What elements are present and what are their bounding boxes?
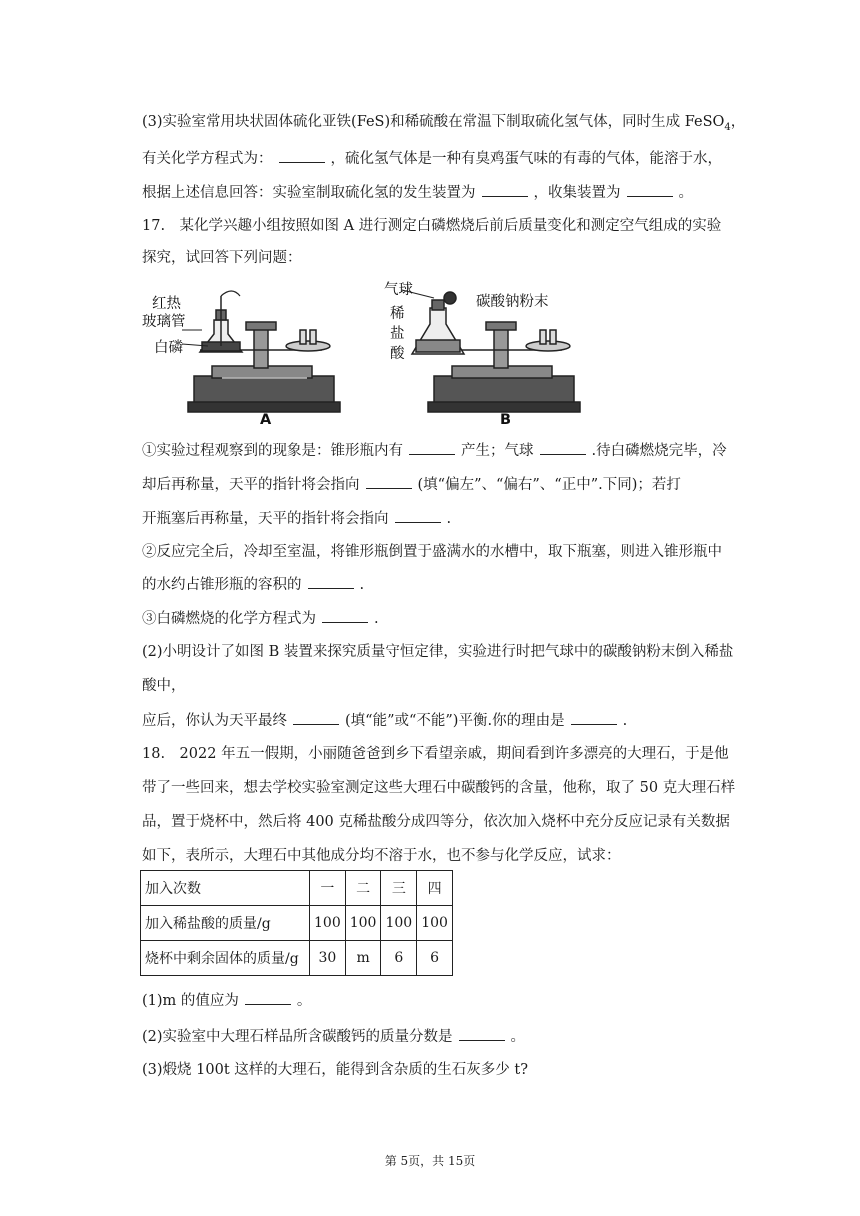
table-cell: 烧杯中剩余固体的质量/g bbox=[141, 941, 310, 976]
table-cell: 加入稀盐酸的质量/g bbox=[141, 906, 310, 941]
table-cell: 二 bbox=[345, 871, 381, 906]
q18-intro-line2: 带了一些回来，想去学校实验室测定这些大理石中碳酸钙的含量，他称，取了 50 克大理石样 bbox=[142, 780, 736, 796]
table-cell: 100 bbox=[345, 906, 381, 941]
answer-blank bbox=[395, 508, 441, 523]
q17-p2-line2: 酸中， bbox=[142, 678, 186, 694]
label-hot-tube-1: 红热 bbox=[152, 296, 181, 312]
table-cell: 6 bbox=[381, 941, 417, 976]
q17-intro-line1: 17. 某化学兴趣小组按照如图 A 进行测定白磷燃烧后前后质量变化和测定空气组成的实验 bbox=[142, 218, 722, 234]
answer-blank bbox=[409, 440, 455, 455]
text: ③白磷燃烧的化学方程式为 bbox=[142, 611, 316, 627]
text: . bbox=[446, 511, 452, 527]
apparatus-drawing bbox=[142, 278, 622, 438]
q18-sub1 bbox=[142, 990, 762, 1011]
q17-s1-line2 bbox=[142, 474, 762, 495]
q18-sub2 bbox=[142, 1026, 762, 1047]
table-cell: 三 bbox=[381, 871, 417, 906]
page-footer: 第 5页，共 15页 bbox=[384, 1154, 476, 1168]
text: 应后，你认为天平最终 bbox=[142, 713, 287, 729]
label-sodium-carbonate: 碳酸钠粉末 bbox=[476, 294, 549, 310]
answer-blank bbox=[293, 710, 339, 725]
q17-s3 bbox=[142, 608, 762, 629]
figure-a bbox=[182, 291, 340, 412]
table-row bbox=[141, 906, 453, 941]
answer-blank bbox=[571, 710, 617, 725]
q16-part3-line2 bbox=[142, 148, 762, 169]
text: (2)实验室中大理石样品所含碳酸钙的质量分数是 bbox=[142, 1029, 453, 1045]
table-header-row bbox=[141, 871, 453, 906]
text: 。 bbox=[296, 993, 312, 1009]
table-cell: 加入次数 bbox=[141, 871, 310, 906]
figure-b-caption: B bbox=[500, 412, 512, 428]
answer-blank bbox=[279, 148, 325, 163]
subscript: 4 bbox=[724, 121, 731, 133]
text: 产生；气球 bbox=[461, 443, 534, 459]
text: 的水约占锥形瓶的容积的 bbox=[142, 577, 302, 593]
answer-blank bbox=[627, 182, 673, 197]
text: . bbox=[374, 611, 379, 627]
label-hot-tube-2: 玻璃管 bbox=[142, 314, 186, 330]
table-cell: 100 bbox=[381, 906, 417, 941]
label-acid-2: 盐 bbox=[390, 326, 405, 342]
text: 。 bbox=[510, 1029, 526, 1045]
text: . bbox=[359, 577, 365, 593]
apparatus-figures bbox=[142, 278, 622, 438]
text: .待白磷燃烧完毕，冷 bbox=[591, 443, 727, 459]
answer-blank bbox=[540, 440, 586, 455]
q18-intro-line4: 如下，表所示，大理石中其他成分均不溶于水，也不参与化学反应，试求： bbox=[142, 848, 621, 864]
q17-intro-line2: 探究，试回答下列问题： bbox=[142, 250, 302, 266]
text: (填“能”或“不能”)平衡.你的理由是 bbox=[345, 713, 565, 729]
q17-s1-line3 bbox=[142, 508, 762, 529]
figure-a-caption: A bbox=[260, 412, 272, 428]
q17-s2-line1: ②反应完全后，冷却至室温，将锥形瓶倒置于盛满水的水槽中，取下瓶塞，则进入锥形瓶中 bbox=[142, 544, 722, 560]
answer-blank bbox=[482, 182, 528, 197]
text: 开瓶塞后再称量，天平的指针将会指向 bbox=[142, 511, 389, 527]
q16-part3-line1 bbox=[142, 112, 762, 138]
q18-intro-line1: 18. 2022 年五一假期，小丽随爸爸到乡下看望亲戚，期间看到许多漂亮的大理石，于是他 bbox=[142, 746, 729, 762]
label-balloon: 气球 bbox=[384, 282, 413, 298]
text: (3)实验室常用块状固体硫化亚铁(FeS)和稀硫酸在常温下制取硫化氢气体，同时生成 FeSO bbox=[142, 114, 725, 130]
q17-p2-line3 bbox=[142, 710, 762, 731]
text: 却后再称量，天平的指针将会指向 bbox=[142, 477, 360, 493]
text: . bbox=[622, 713, 628, 729]
text: (1)m 的值应为 bbox=[142, 993, 239, 1009]
table-cell: m bbox=[345, 941, 381, 976]
text: ①实验过程观察到的现象是：锥形瓶内有 bbox=[142, 443, 403, 459]
label-acid-3: 酸 bbox=[390, 346, 405, 362]
table-cell: 100 bbox=[310, 906, 346, 941]
answer-blank bbox=[308, 574, 354, 589]
table-cell: 一 bbox=[310, 871, 346, 906]
text: (填“偏左”、“偏右”、“正中”.下同)；若打 bbox=[417, 477, 681, 493]
table-cell: 100 bbox=[417, 906, 453, 941]
text: ，收集装置为 bbox=[533, 185, 621, 201]
text: 根据上述信息回答：实验室制取硫化氢的发生装置为 bbox=[142, 185, 476, 201]
q17-p2-line1: (2)小明设计了如图 B 装置来探究质量守恒定律，实验进行时把气球中的碳酸钠粉末倒入稀盐 bbox=[142, 644, 734, 660]
q16-part3-line3 bbox=[142, 182, 762, 203]
label-acid-1: 稀 bbox=[390, 306, 405, 322]
label-white-phosphorus: 白磷 bbox=[154, 340, 183, 356]
q17-s2-line2 bbox=[142, 574, 762, 595]
table-row bbox=[141, 941, 453, 976]
text: 有关化学方程式为： bbox=[142, 151, 273, 167]
table-cell: 6 bbox=[417, 941, 453, 976]
data-table bbox=[140, 870, 453, 976]
answer-blank bbox=[459, 1026, 505, 1041]
answer-blank bbox=[366, 474, 412, 489]
text: 。 bbox=[678, 185, 693, 201]
q18-intro-line3: 品，置于烧杯中，然后将 400 克稀盐酸分成四等分，依次加入烧杯中充分反应记录有关数据 bbox=[142, 814, 730, 830]
text: ，硫化氢气体是一种有臭鸡蛋气味的有毒的气体，能溶于水， bbox=[330, 151, 722, 167]
answer-blank bbox=[245, 990, 291, 1005]
table-cell: 30 bbox=[310, 941, 346, 976]
table-cell: 四 bbox=[417, 871, 453, 906]
text: ， bbox=[730, 114, 746, 130]
answer-blank bbox=[322, 608, 368, 623]
q17-s1-line1 bbox=[142, 440, 762, 461]
q18-sub3: (3)煅烧 100t 这样的大理石，能得到含杂质的生石灰多少 t? bbox=[142, 1062, 528, 1078]
